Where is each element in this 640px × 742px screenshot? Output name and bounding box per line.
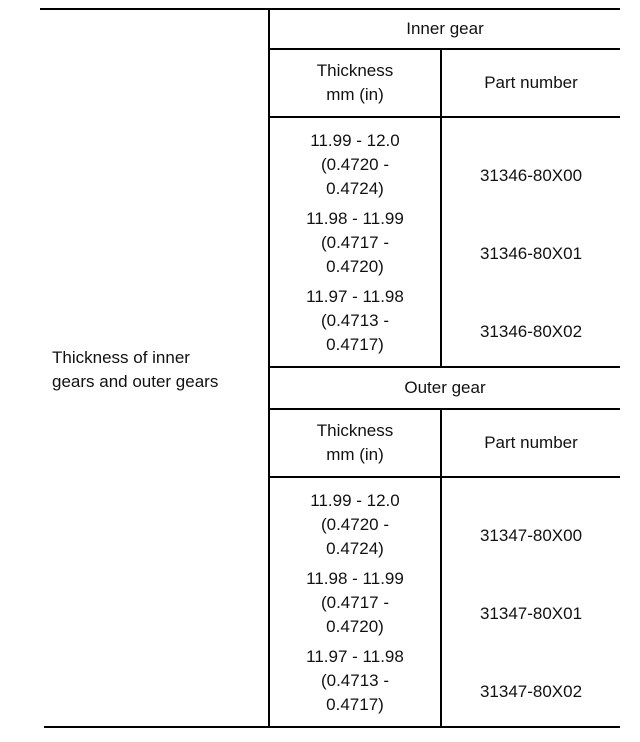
thickness-header-line-1: Thickness [316, 421, 394, 440]
row-label-line-2: gears and outer gears [52, 372, 219, 391]
outer-gear-thickness-row-3 [270, 642, 440, 720]
thickness-value: (0.4717 - [320, 233, 390, 252]
thickness-value: 11.99 - 12.0 [310, 491, 400, 510]
outer-gear-part-row-3 [442, 642, 620, 742]
inner-gear-thickness-header [270, 50, 440, 116]
thickness-value: (0.4713 - [320, 671, 390, 690]
part-number: 31346-80X00 [479, 166, 583, 185]
part-number: 31346-80X02 [479, 322, 583, 341]
part-header-text: Part number [484, 433, 578, 452]
thickness-value: 0.4720) [326, 257, 384, 276]
thickness-value: 0.4720) [326, 617, 384, 636]
thickness-value: 0.4717) [326, 335, 384, 354]
outer-gear-header-rule [270, 476, 620, 478]
inner-gear-thickness-row-3 [270, 282, 440, 360]
outer-gear-thickness-row-1 [270, 486, 440, 564]
outer-gear-thickness-header [270, 410, 440, 476]
thickness-value: 11.98 - 11.99 [306, 569, 404, 588]
outer-gear-title [270, 368, 620, 408]
row-label [40, 340, 268, 400]
thickness-header-line-2: mm (in) [326, 445, 384, 464]
part-number: 31347-80X02 [479, 682, 583, 701]
row-label-line-1: Thickness of inner [52, 348, 190, 367]
inner-gear-header-rule [270, 116, 620, 118]
outer-gear-thickness-row-2 [270, 564, 440, 642]
inner-gear-title-text: Inner gear [406, 19, 484, 38]
thickness-value: 0.4724) [326, 179, 384, 198]
thickness-value: (0.4720 - [320, 155, 390, 174]
outer-gear-part-header [442, 410, 620, 476]
inner-gear-thickness-row-2 [270, 204, 440, 282]
inner-gear-title [270, 10, 620, 48]
thickness-value: 0.4724) [326, 539, 384, 558]
thickness-value: 11.97 - 11.98 [306, 647, 404, 666]
outer-gear-title-text: Outer gear [404, 378, 486, 397]
thickness-header-line-1: Thickness [316, 61, 394, 80]
thickness-value: 11.99 - 12.0 [310, 131, 400, 150]
thickness-value: (0.4720 - [320, 515, 390, 534]
part-header-text: Part number [484, 73, 578, 92]
part-number: 31347-80X01 [479, 604, 583, 623]
inner-gear-part-row-3 [442, 282, 620, 382]
thickness-header-line-2: mm (in) [326, 85, 384, 104]
thickness-value: 11.97 - 11.98 [306, 287, 404, 306]
thickness-value: (0.4717 - [320, 593, 390, 612]
inner-gear-thickness-row-1 [270, 126, 440, 204]
part-number: 31347-80X00 [479, 526, 583, 545]
thickness-value: 0.4717) [326, 695, 384, 714]
part-number: 31346-80X01 [479, 244, 583, 263]
inner-gear-part-header [442, 50, 620, 116]
thickness-value: 11.98 - 11.99 [306, 209, 404, 228]
thickness-value: (0.4713 - [320, 311, 390, 330]
